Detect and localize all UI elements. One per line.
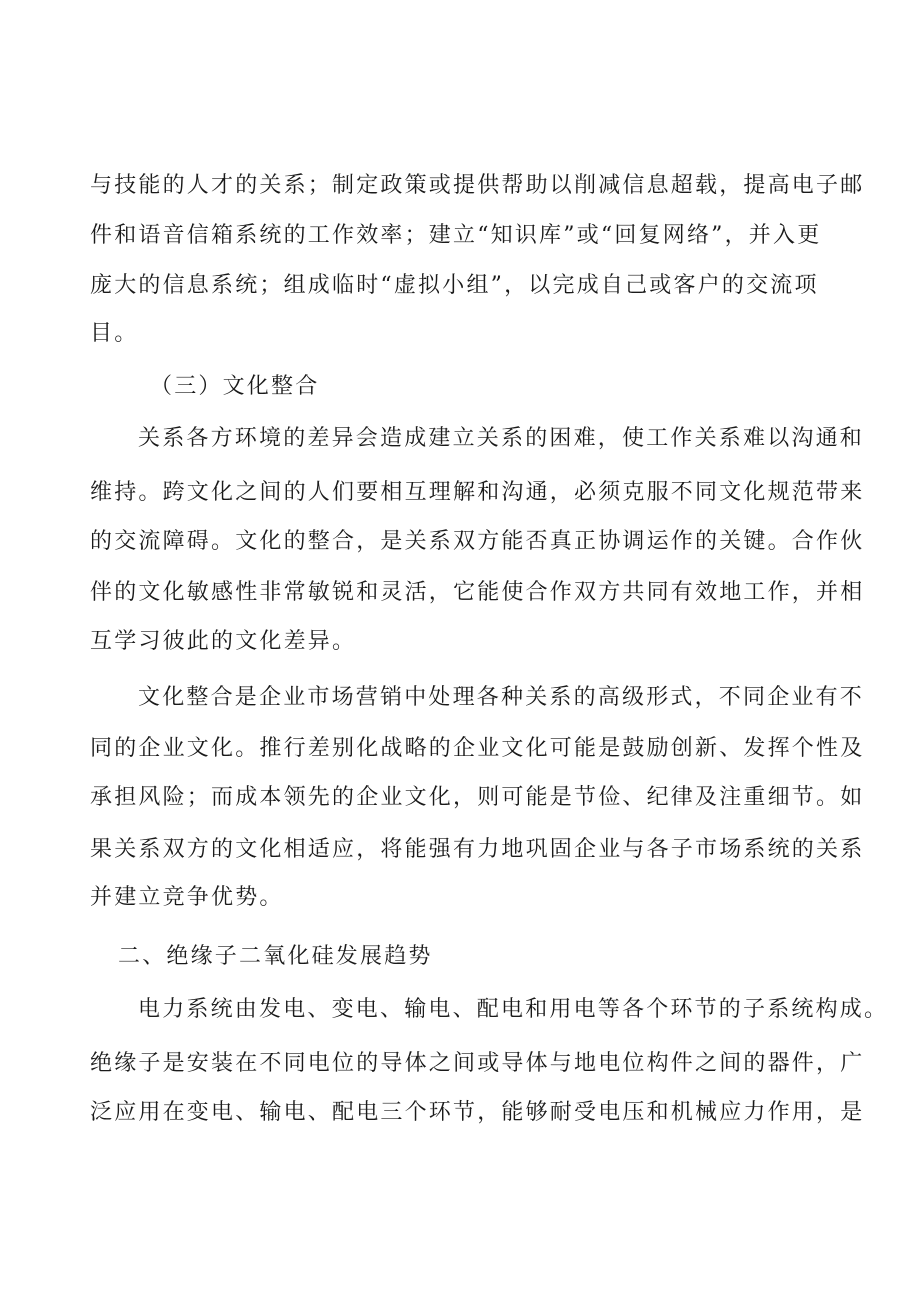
section-heading-insulator-silica: 二、绝缘子二氧化硅发展趋势 bbox=[118, 944, 433, 969]
text-line: 承担风险；而成本领先的企业文化，则可能是节俭、纪律及注重细节。如 bbox=[90, 785, 865, 810]
text-line: 互学习彼此的文化差异。 bbox=[90, 629, 357, 654]
text-line: 伴的文化敏感性非常敏锐和灵活，它能使合作双方共同有效地工作，并相 bbox=[90, 580, 865, 605]
text-line: 目。 bbox=[90, 321, 139, 346]
text-line: 绝缘子是安装在不同电位的导体之间或导体与地电位构件之间的器件，广 bbox=[90, 1051, 865, 1076]
text-line: 与技能的人才的关系；制定政策或提供帮助以削减信息超载，提高电子邮 bbox=[90, 173, 865, 198]
text-line: 庞大的信息系统；组成临时“虚拟小组”，以完成自己或客户的交流项 bbox=[90, 273, 819, 298]
section-heading-culture-integration: （三）文化整合 bbox=[150, 374, 320, 399]
text-line: 并建立竞争优势。 bbox=[90, 885, 284, 910]
text-line: 维持。跨文化之间的人们要相互理解和沟通，必须克服不同文化规范带来 bbox=[90, 480, 865, 505]
text-line: 果关系双方的文化相适应，将能强有力地巩固企业与各子市场系统的关系 bbox=[90, 837, 865, 862]
text-line: 泛应用在变电、输电、配电三个环节，能够耐受电压和机械应力作用，是 bbox=[90, 1100, 865, 1125]
text-line: 关系各方环境的差异会造成建立关系的困难，使工作关系难以沟通和 bbox=[138, 426, 865, 451]
text-line: 同的企业文化。推行差别化战略的企业文化可能是鼓励创新、发挥个性及 bbox=[90, 736, 865, 761]
text-line: 件和语音信箱系统的工作效率；建立“知识库”或“回复网络”，并入更 bbox=[90, 223, 822, 248]
text-line: 文化整合是企业市场营销中处理各种关系的高级形式，不同企业有不 bbox=[138, 685, 865, 710]
text-line: 的交流障碍。文化的整合，是关系双方能否真正协调运作的关键。合作伙 bbox=[90, 529, 865, 554]
text-line: 电力系统由发电、变电、输电、配电和用电等各个环节的子系统构成。 bbox=[138, 997, 889, 1022]
